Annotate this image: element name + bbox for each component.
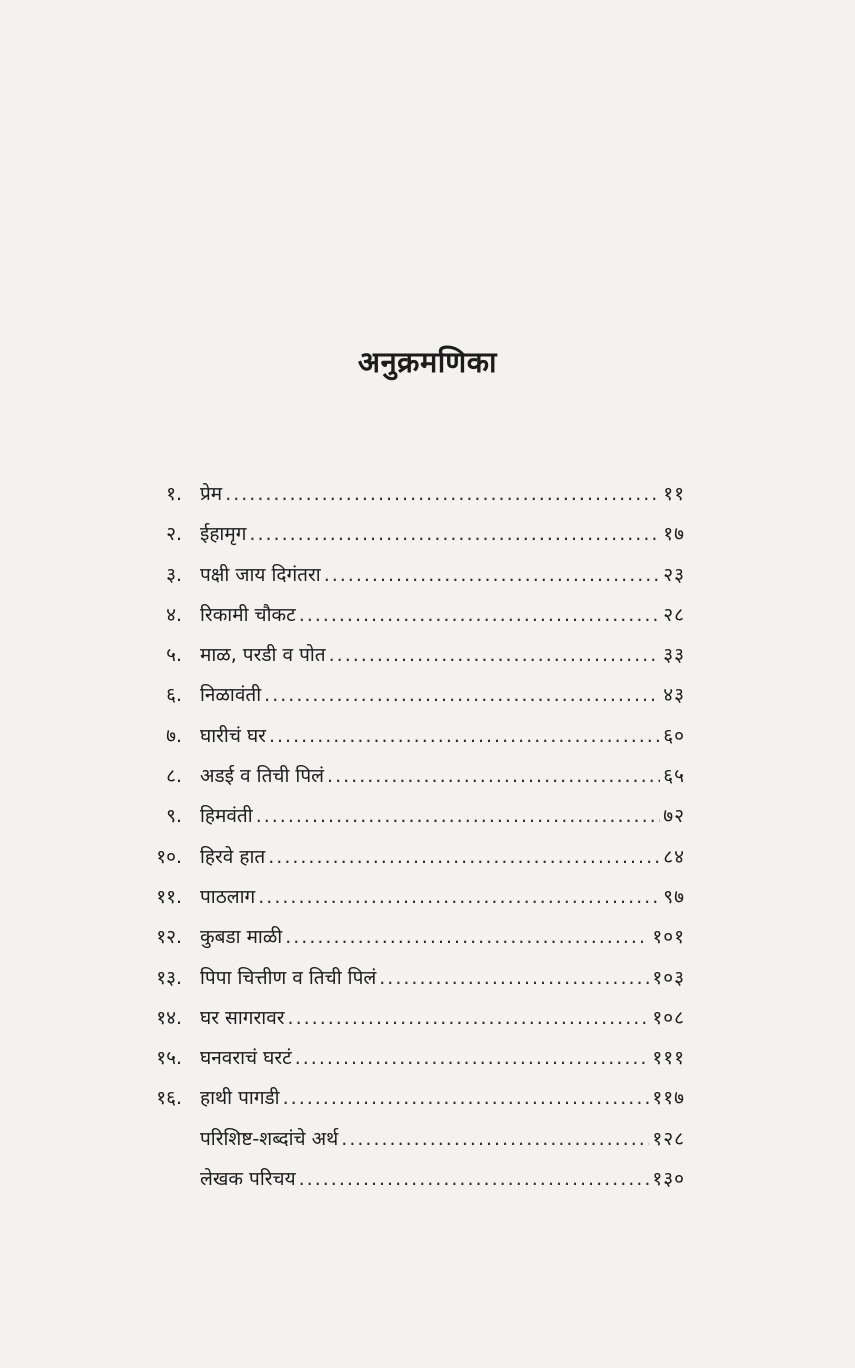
toc-row (0, 756, 855, 796)
dot-leader (341, 1119, 649, 1159)
toc-title: हिमवंती (200, 805, 253, 828)
toc-page-number: ३३ (663, 644, 685, 667)
dot-leader (225, 474, 660, 514)
toc-row (0, 1078, 855, 1118)
toc-page-number: ६५ (663, 765, 685, 788)
dot-leader (269, 716, 660, 756)
page-title: अनुक्रमणिका (357, 345, 498, 379)
toc-title: हिरवे हात (200, 845, 266, 868)
toc-row (0, 917, 855, 957)
toc-entry-line (200, 675, 685, 715)
toc-title: प्रेम (200, 483, 223, 505)
dot-leader (283, 1078, 650, 1118)
toc-page-number: १७ (663, 523, 685, 546)
toc-title: ईहामृग (200, 523, 247, 546)
toc-page-number: ६० (663, 724, 685, 747)
toc-entry-line (200, 1119, 685, 1159)
toc-number: ९. (166, 805, 182, 828)
dot-leader (329, 635, 661, 675)
toc-title: पक्षी जाय दिगंतरा (200, 563, 321, 586)
toc-row (0, 474, 855, 514)
toc-number: ११. (156, 885, 182, 908)
toc-number: २. (166, 523, 182, 546)
toc-row (0, 958, 855, 998)
toc-row (0, 877, 855, 917)
dot-leader (299, 1159, 650, 1199)
dot-leader (285, 917, 649, 957)
toc-number: १. (166, 483, 182, 505)
toc-row (0, 1159, 855, 1199)
toc-entry-line (200, 958, 685, 998)
toc-page-number: १०८ (652, 1006, 685, 1029)
toc-page-number: ७२ (663, 805, 685, 828)
toc-entry-line (200, 595, 685, 635)
toc-title: पिपा चित्तीण व तिची पिलं (200, 966, 377, 989)
toc-entry-line (200, 998, 685, 1038)
toc-title: लेखक परिचय (200, 1168, 296, 1191)
toc-page-number: १३० (652, 1168, 685, 1191)
toc-title: रिकामी चौकट (200, 603, 296, 626)
toc-number: १४. (156, 1006, 182, 1029)
dot-leader (288, 998, 650, 1038)
dot-leader (256, 796, 661, 836)
toc-row (0, 595, 855, 635)
toc-page-number: १०१ (652, 926, 685, 949)
dot-leader (327, 756, 660, 796)
toc-number: ६. (166, 684, 182, 707)
toc-page-number: २८ (663, 603, 685, 626)
toc-entry-line (200, 1038, 685, 1078)
toc-title: माळ, परडी व पोत (200, 644, 326, 667)
dot-leader (268, 837, 660, 877)
toc-title: घारीचं घर (200, 724, 266, 747)
dot-leader (299, 595, 661, 635)
dot-leader (379, 958, 649, 998)
toc-entry-line (200, 474, 685, 514)
table-of-contents (0, 474, 855, 1199)
toc-row (0, 998, 855, 1038)
dot-leader (264, 675, 660, 715)
toc-entry-line (200, 1078, 685, 1118)
toc-number: १२. (156, 926, 182, 949)
toc-title: हाथी पागडी (200, 1087, 280, 1110)
toc-page-number: ११७ (652, 1087, 685, 1110)
toc-title: निळावंती (200, 684, 262, 707)
toc-number: १३. (156, 966, 182, 989)
toc-entry-line (200, 917, 685, 957)
toc-title: पाठलाग (200, 885, 256, 908)
toc-row (0, 514, 855, 554)
toc-page-number: ८४ (663, 845, 685, 868)
toc-row (0, 635, 855, 675)
toc-row (0, 837, 855, 877)
toc-entry-line (200, 1159, 685, 1199)
toc-page-number: १११ (652, 1047, 685, 1070)
toc-page-number: १०३ (652, 966, 685, 989)
dot-leader (295, 1038, 650, 1078)
toc-row (0, 796, 855, 836)
toc-title: परिशिष्ट-शब्दांचे अर्थ (200, 1127, 339, 1150)
toc-entry-line (200, 555, 685, 595)
dot-leader (324, 555, 661, 595)
dot-leader (258, 877, 660, 917)
toc-number: ७. (166, 724, 182, 747)
toc-title: घर सागरावर (200, 1006, 285, 1029)
toc-page-number: १२८ (652, 1127, 685, 1150)
toc-title: घनवराचं घरटं (200, 1047, 292, 1070)
toc-row (0, 555, 855, 595)
toc-title: अडई व तिची पिलं (200, 765, 325, 788)
toc-row (0, 675, 855, 715)
toc-page-number: ४३ (663, 684, 685, 707)
toc-page-number: ९७ (663, 885, 685, 908)
toc-number: १५. (156, 1047, 182, 1070)
toc-number: ५. (166, 644, 182, 667)
toc-entry-line (200, 514, 685, 554)
toc-entry-line (200, 635, 685, 675)
toc-number: ८. (166, 765, 182, 788)
toc-number: ३. (166, 563, 182, 586)
toc-page-number: ११ (663, 483, 685, 505)
toc-entry-line (200, 837, 685, 877)
toc-number: १६. (156, 1087, 182, 1110)
dot-leader (249, 514, 660, 554)
toc-row (0, 1119, 855, 1159)
toc-entry-line (200, 796, 685, 836)
toc-page-number: २३ (663, 563, 685, 586)
toc-entry-line (200, 877, 685, 917)
toc-row (0, 716, 855, 756)
toc-number: ४. (166, 603, 182, 626)
toc-entry-line (200, 756, 685, 796)
toc-entry-line (200, 716, 685, 756)
toc-title: कुबडा माळी (200, 926, 283, 949)
toc-row (0, 1038, 855, 1078)
toc-number: १०. (156, 845, 182, 868)
